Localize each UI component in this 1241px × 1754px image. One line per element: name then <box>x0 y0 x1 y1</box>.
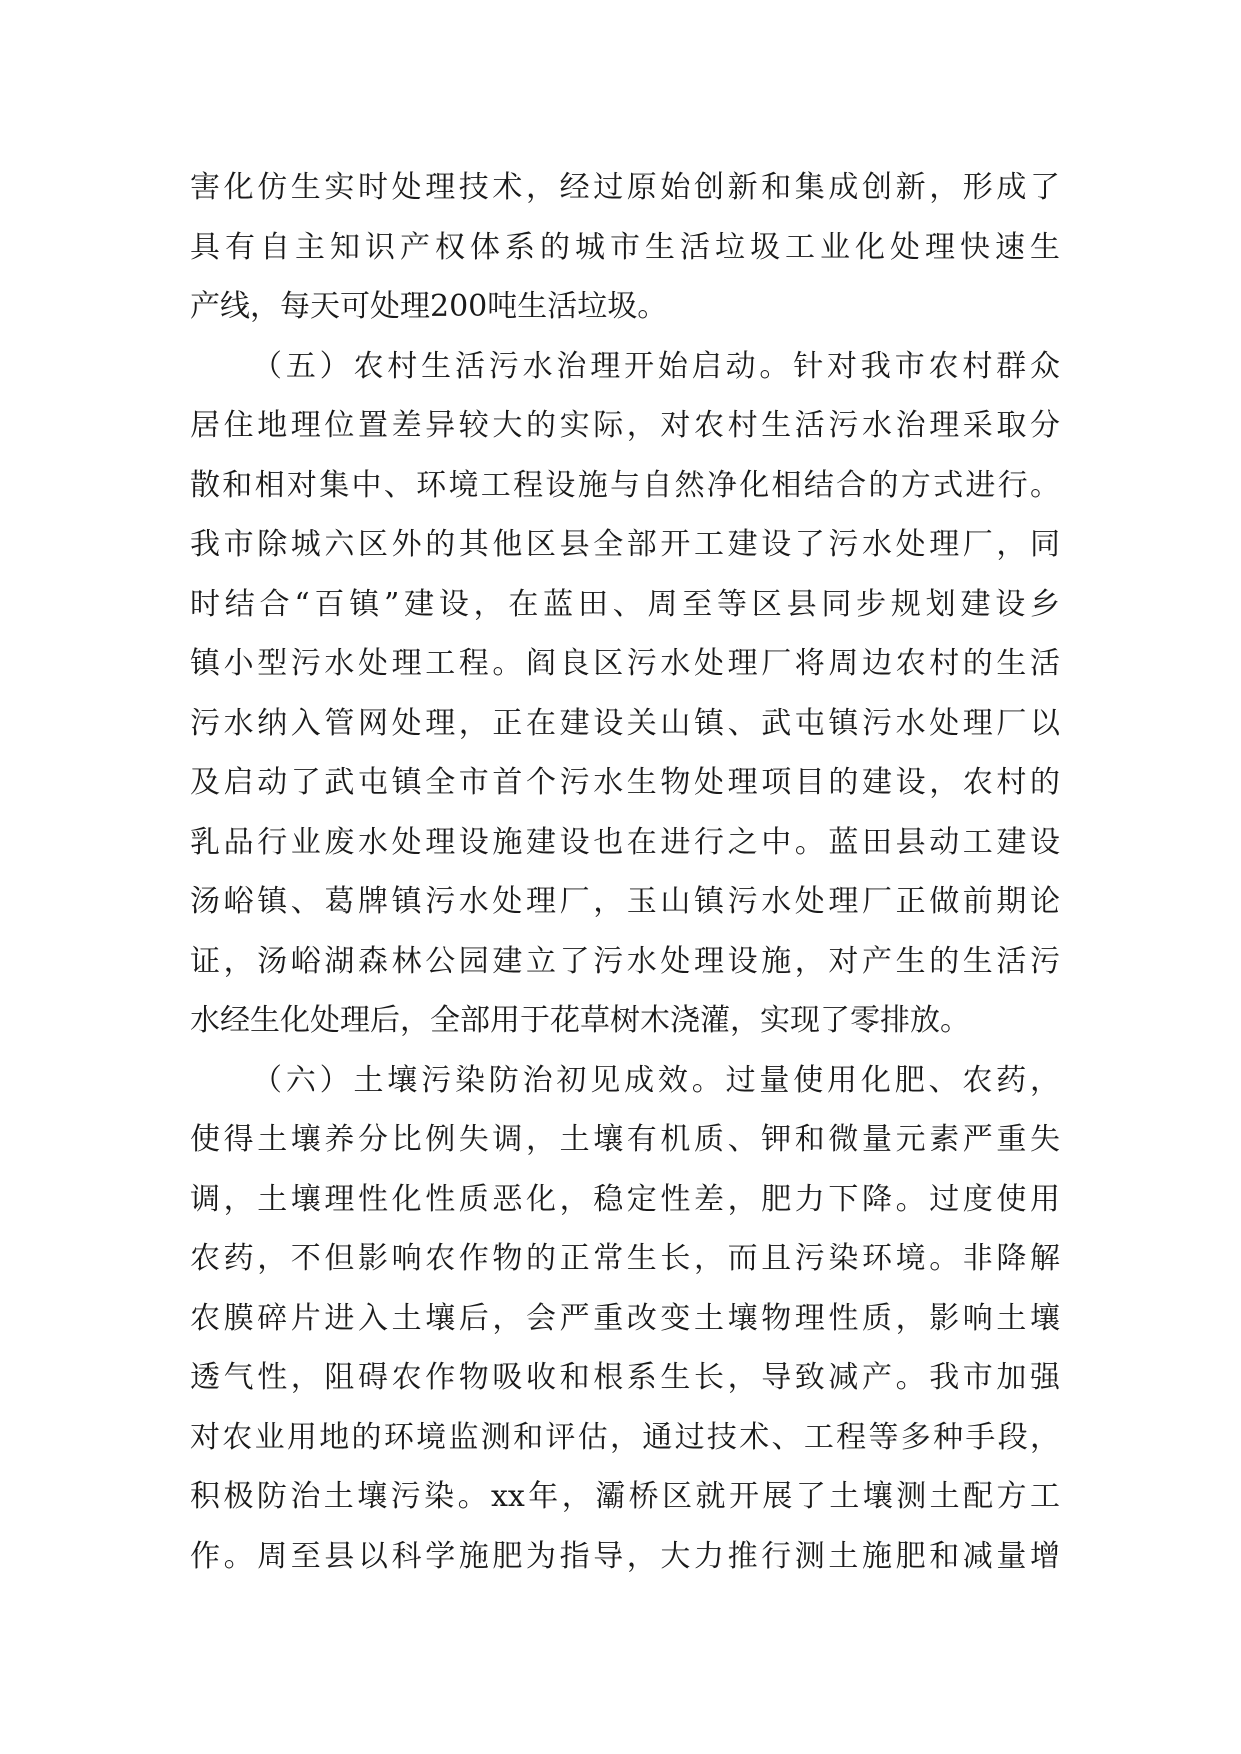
text-line: 汤峪镇、葛牌镇污水处理厂，玉山镇污水处理厂正做前期论 <box>190 884 1060 919</box>
text-line: 对农业用地的环境监测和评估，通过技术、工程等多种手段， <box>190 1419 1060 1455</box>
text-line: 产线，每天可处理200吨生活垃圾。 <box>190 289 668 324</box>
text-line: 居住地理位置差异较大的实际，对农村生活污水治理采取分 <box>190 408 1060 443</box>
text-line: 透气性，阻碍农作物吸收和根系生长，导致减产。我市加强 <box>190 1360 1060 1395</box>
text-line: 调，土壤理性化性质恶化，稳定性差，肥力下降。过度使用 <box>190 1181 1060 1217</box>
document-body <box>190 158 1060 1586</box>
text-line: 具有自主知识产权体系的城市生活垃圾工业化处理快速生 <box>190 229 1060 265</box>
text-line: 时结合“百镇”建设，在蓝田、周至等区县同步规划建设乡 <box>190 586 1060 622</box>
text-line: 我市除城六区外的其他区县全部开工建设了污水处理厂，同 <box>190 527 1060 562</box>
paragraph-garbage-processing <box>190 158 1060 337</box>
text-line: 及启动了武屯镇全市首个污水生物处理项目的建设，农村的 <box>190 765 1060 800</box>
paragraph-soil-pollution <box>190 1051 1060 1587</box>
text-line: 作。周至县以科学施肥为指导，大力推行测土施肥和减量增 <box>190 1538 1060 1574</box>
text-line: 积极防治土壤污染。xx年，灞桥区就开展了土壤测土配方工 <box>190 1479 1060 1514</box>
text-line: （五）农村生活污水治理开始启动。针对我市农村群众 <box>252 348 1060 384</box>
text-line: 害化仿生实时处理技术，经过原始创新和集成创新，形成了 <box>190 170 1060 205</box>
text-line: 乳品行业废水处理设施建设也在进行之中。蓝田县动工建设 <box>190 824 1060 860</box>
text-line: 证，汤峪湖森林公园建立了污水处理设施，对产生的生活污 <box>190 943 1060 979</box>
text-line: 污水纳入管网处理，正在建设关山镇、武屯镇污水处理厂以 <box>190 705 1060 741</box>
text-line: 散和相对集中、环境工程设施与自然净化相结合的方式进行。 <box>190 467 1060 503</box>
text-line: （六）土壤污染防治初见成效。过量使用化肥、农药， <box>252 1062 1060 1098</box>
text-line: 镇小型污水处理工程。阎良区污水处理厂将周边农村的生活 <box>190 646 1060 681</box>
text-line: 农药，不但影响农作物的正常生长，而且污染环境。非降解 <box>190 1241 1060 1276</box>
text-line: 使得土壤养分比例失调，土壤有机质、钾和微量元素严重失 <box>190 1122 1060 1157</box>
text-line: 农膜碎片进入土壤后，会严重改变土壤物理性质，影响土壤 <box>190 1300 1060 1336</box>
paragraph-rural-sewage <box>190 337 1060 1051</box>
text-line: 水经生化处理后，全部用于花草树木浇灌，实现了零排放。 <box>190 1003 970 1038</box>
